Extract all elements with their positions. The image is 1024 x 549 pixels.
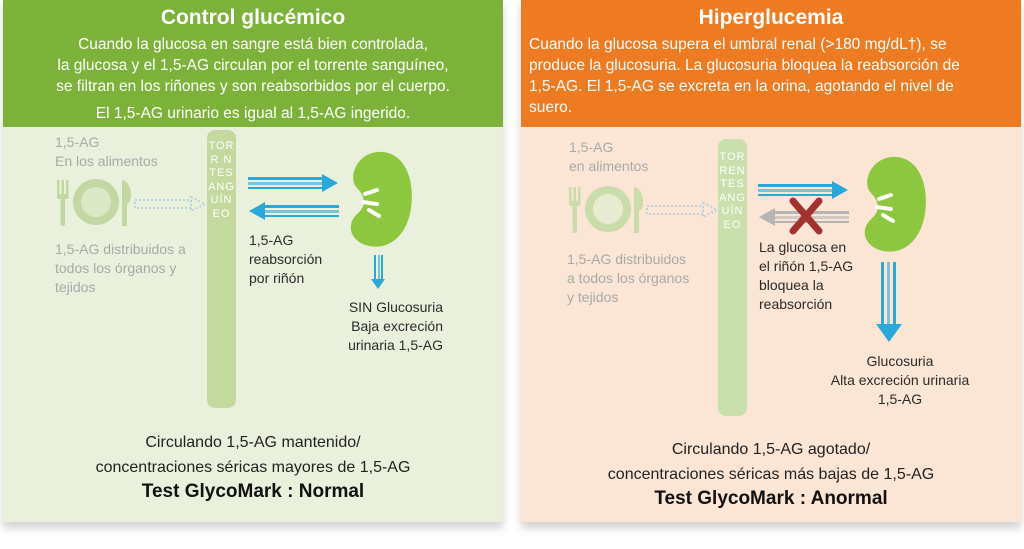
left-desc-line: se filtran en los riñones y son reabsorbidos por el cuerpo. [56, 78, 450, 95]
right-kidney-line: 1,5-AG [877, 391, 923, 407]
arrow-low-excretion-icon [371, 255, 385, 289]
left-reabs-line: por riñón [249, 270, 305, 286]
dotted-arrow-food-icon [647, 203, 719, 217]
left-food-label-line: 1,5-AG [55, 134, 100, 150]
right-food-label-line: en alimentos [569, 158, 649, 174]
left-bottom-text [3, 430, 503, 480]
left-desc-line: Cuando la glucosa en sangre está bien controlada, [78, 36, 428, 53]
left-bottom-line: Circulando 1,5-AG mantenido/ [145, 434, 361, 451]
right-desc-line: Cuando la glucosa supera el umbral renal (>180 mg/dL†), se [529, 36, 947, 53]
kidney-icon [857, 155, 929, 255]
right-test-result: Test GlycoMark : Anormal [654, 488, 888, 509]
right-kidney-line: Alta excreción urinaria [830, 372, 970, 388]
right-desc-line: suero. [529, 99, 573, 116]
kidney-icon [343, 150, 415, 250]
right-block-line: el riñón 1,5-AG [759, 258, 854, 274]
right-block-line: reabsorción [759, 296, 833, 312]
right-bloodstream-bar [718, 139, 747, 416]
right-bottom-line: Circulando 1,5-AG agotado/ [671, 441, 871, 458]
left-distrib-line: 1,5-AG distribuidos a [55, 241, 186, 257]
right-header [521, 0, 1021, 127]
left-kidney-label [303, 298, 443, 355]
right-bottom-text [521, 437, 1021, 487]
arrow-reabsorption-icon [247, 202, 339, 220]
plate-cutlery-icon [567, 185, 647, 235]
left-kidney-line: Baja excreción [351, 318, 443, 334]
left-bloodstream-bar [207, 130, 236, 408]
left-reabs-line: reabsorción [249, 251, 323, 267]
right-bloodstream-label: TORRENTESANGUÍNEO [719, 151, 746, 231]
left-bloodstream-label: TORR NTESANGUÍNEO [208, 140, 235, 220]
left-test-result: Test GlycoMark : Normal [141, 481, 365, 502]
left-bottom-line: concentraciones séricas mayores de 1,5-AG [95, 459, 411, 476]
right-distrib-line: 1,5-AG distribuidos [567, 251, 687, 267]
right-food-label [569, 138, 648, 176]
right-panel-hyperglycemia [521, 0, 1021, 522]
right-kidney-label [811, 352, 989, 409]
dotted-arrow-food-icon [135, 197, 207, 211]
plate-cutlery-icon [55, 178, 135, 228]
left-distrib-line: todos los órganos y [55, 260, 177, 276]
right-distrib-line: y tejidos [567, 289, 619, 305]
arrow-high-excretion-icon [876, 262, 904, 344]
left-distribution-label [55, 240, 186, 297]
left-kidney-line: SIN Glucosuria [348, 299, 443, 315]
block-x-icon [790, 198, 822, 234]
left-distrib-line: tejidos [55, 279, 96, 295]
left-header [3, 0, 503, 127]
right-block-label [759, 238, 853, 314]
left-desc-line: El 1,5-AG urinario es igual al 1,5-AG ingerido. [95, 105, 411, 122]
left-reabsorption-label [249, 231, 322, 288]
left-food-label-line: En los alimentos [55, 153, 158, 169]
left-kidney-line: urinaria 1,5-AG [348, 337, 443, 353]
arrow-to-kidney-icon [248, 174, 340, 192]
left-food-label [55, 133, 158, 171]
right-desc-line: produce la glucosuria. La glucosuria bloquea la reabsorción de [529, 57, 960, 74]
right-block-line: bloquea la [759, 277, 824, 293]
right-food-label-line: 1,5-AG [569, 139, 614, 155]
left-desc-line: la glucosa y el 1,5-AG circulan por el torrente sanguíneo, [57, 57, 449, 74]
right-bottom-line: concentraciones séricas más bajas de 1,5-AG [607, 466, 935, 483]
left-title: Control glucémico [160, 6, 346, 29]
arrow-to-kidney-icon [758, 181, 850, 199]
left-panel-glycemic-control [3, 0, 503, 522]
right-distrib-line: a todos los órganos [567, 270, 690, 286]
right-title: Hiperglucemia [698, 6, 844, 29]
left-reabs-line: 1,5-AG [249, 232, 294, 248]
right-block-line: La glucosa en [759, 239, 847, 255]
right-desc-line: 1,5-AG. El 1,5-AG se excreta en la orina, agotando el nivel de [529, 78, 954, 95]
right-distribution-label [567, 250, 689, 307]
right-header-description [529, 34, 1013, 118]
left-header-description [3, 34, 503, 124]
right-kidney-line: Glucosuria [866, 353, 934, 369]
